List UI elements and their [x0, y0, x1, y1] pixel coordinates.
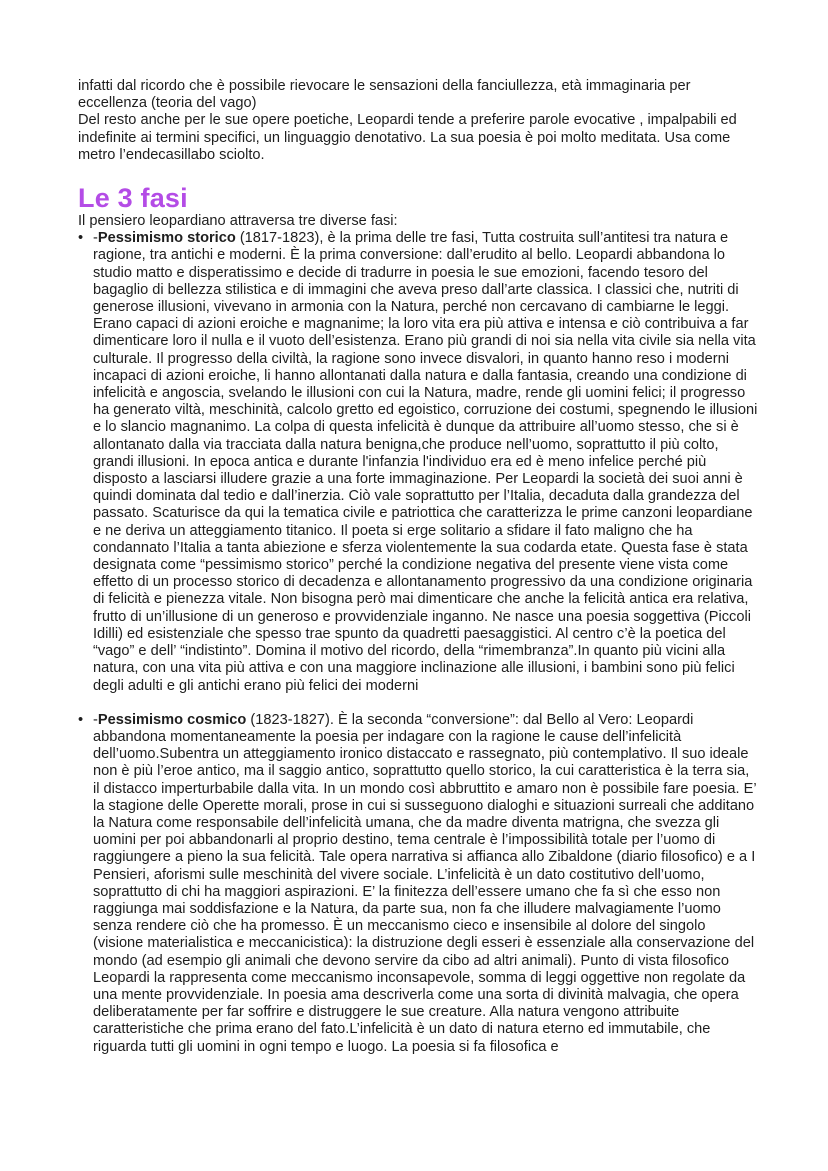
phase-term: Pessimismo cosmico [97, 711, 247, 728]
phase-text: (1823-1827). È la seconda “conversione”: dal Bello al Vero: Leopardi abbandona momentaneamente la poesia per indagare con la ragione le cause dell’infelicità dell’uomo.Subentra un atteggiamento ironico distaccato e rassegnato, più contemplativo. Il suo ideale non è più l’eroe antico, ma il saggio antico, soprattutto quello storico, la cui caratteristica è la terra sia, il distacco imperturbabile dalla vita. In un mondo così abbruttito e amaro non è possibile fare poesia. E’ la stagione delle Operette morali, prose in cui si susseguono dialoghi e situazioni surreali che additano la Natura come responsabile dell’infelicità umana, che da madre diventa matrigna, che svezza gli uomini per poi abbandonarli al proprio destino, tema centrale è l’impossibilità totale per l’uomo di raggiungere a pieno la sua felicità. Tale opera narrativa si affianca allo Zibaldone (diario filosofico) e a I Pensieri, aforismi sulle meschinità del vivere sociale. L’infelicità è un dato costitutivo dell’uomo, soprattutto di chi ha maggiori aspirazioni. E’ la finitezza dell’essere umano che fa sì che esso non raggiunga mai soddisfazione e la Natura, da parte sua, non fa che illudere malvagiamente l’uomo senza rendere ciò che ha promesso. È un meccanismo cieco e insensibile al dolore del singolo (visione materialistica e meccanicistica): la distruzione degli esseri è essenziale alla conservazione del mondo (ad esempio gli animali che devono servire da cibo ad altri animali). Punto di vista filosofico Leopardi la rappresenta come meccanismo inconsapevole, somma di leggi oggettive non regolate da una mente provvidenziale. In poesia ama descriverla come una sorta di divinità malvagia, che opera deliberatamente per far soffrire e distruggere le sue creature. Alla natura vengono attribuite caratteristiche che prima erano del fato.L’infelicità è un dato di natura eterno ed immutabile, che riguarda tutti gli uomini in ogni tempo e luogo. La poesia si fa filosofica e [93, 711, 757, 1055]
list-item-pessimismo-cosmico [78, 712, 758, 1056]
bullet-icon: • [78, 230, 84, 247]
phase-prefix: - [93, 230, 98, 247]
document-page [78, 78, 758, 1056]
section-intro: Il pensiero leopardiano attraversa tre diverse fasi: [78, 213, 398, 230]
paragraph-theory-of-vague: infatti dal ricordo che è possibile rievocare le sensazioni della fanciullezza, età immaginaria per eccellenza (teoria del vago) [78, 78, 691, 112]
phase-term: Pessimismo storico [97, 230, 236, 247]
phase-text: (1817-1823), è la prima delle tre fasi, Tutta costruita sull’antitesi tra natura e ragione, tra antichi e moderni. È la prima conversione: dall’erudito al bello. Leopardi abbandona lo studio matto e disperatissimo e decide di tradurre in poesia le sue emozioni, facendo tesoro del bagaglio di bellezza stilistica e di immagini che aveva preso dall’arte classica. I classici che, nutriti di generose illusioni, vivevano in armonia con la Natura, perché non cercavano di cambiarne le leggi. Erano capaci di azioni eroiche e magnanime; la loro vita era più attiva e intensa e ciò contribuiva a far dimenticare loro il nulla e il vuoto dell’esistenza. Erano più grandi di noi sia nella vita civile sia nella vita culturale. Il progresso della civiltà, la ragione sono invece disvalori, in quanto hanno reso i moderni incapaci di azioni eroiche, li hanno allontanati dalla natura e dalla fantasia, creando una condizione di infelicità e angoscia, svelando le illusioni con cui la Natura, madre, rende gli uomini felici; il progresso ha generato viltà, meschinità, calcolo gretto ed egoistico, corruzione dei costumi, spegnendo le illusioni e lo slancio magnanimo. La colpa di questa infelicità è dunque da attribuire all’uomo stesso, che si è allontanato dalla via tracciata dalla natura benigna,che produce nell’uomo, soprattutto il più colto, grandi illusioni. In epoca antica e durante l'infanzia l'individuo era ed è meno infelice perché più disposto a lasciarsi illudere grazie a una forte immaginazione. Per Leopardi la società dei suoi anni è quindi dominata dal tedio e dall’inerzia. Ciò vale soprattutto per l’Italia, decaduta dalla grandezza del passato. Scaturisce da qui la tematica civile e patriottica che caratterizza le prime canzoni leopardiane e ne deriva un atteggiamento titanico. Il poeta si erge solitario a sfidare il fato maligno che ha condannato l’Italia a tanta abiezione e sferza violentemente la sua codarda etate. Questa fase è stata designata come “pessimismo storico” perché la condizione negativa del presente viene vista come effetto di un processo storico di decadenza e allontanamento progressivo da una condizione originaria di felicità e pienezza vitale. Non bisogna però mai dimenticare che anche la felicità antica era relativa, frutto di un’illusione di un generoso e provvidenziale inganno. Ne nasce una poesia soggettiva (Piccoli Idilli) ed esistenziale che spesso trae spunto da quadretti paesaggistici. Al centro c’è la poetica del “vago” e dell’ “indistinto”. Domina il motivo del ricordo, della “rimembranza”.In quanto più vicini alla natura, con una vita più attiva e con una maggiore inclinazione alle illusioni, i bambini sono più felici degli adulti e gli antichi erano più felici dei moderni [93, 230, 758, 694]
paragraph-poetic-language: Del resto anche per le sue opere poetiche, Leopardi tende a preferire parole evocative , impalpabili ed indefinite ai termini specifici, un linguaggio denotativo. La sua poesia è poi molto meditata. Usa come metro l’endecasillabo sciolto. [78, 112, 737, 163]
phase-prefix: - [93, 711, 98, 728]
list-item-pessimismo-storico [78, 230, 758, 694]
section-title: Le 3 fasi [78, 183, 188, 214]
bullet-icon: • [78, 711, 84, 728]
phases-list [78, 230, 758, 1056]
